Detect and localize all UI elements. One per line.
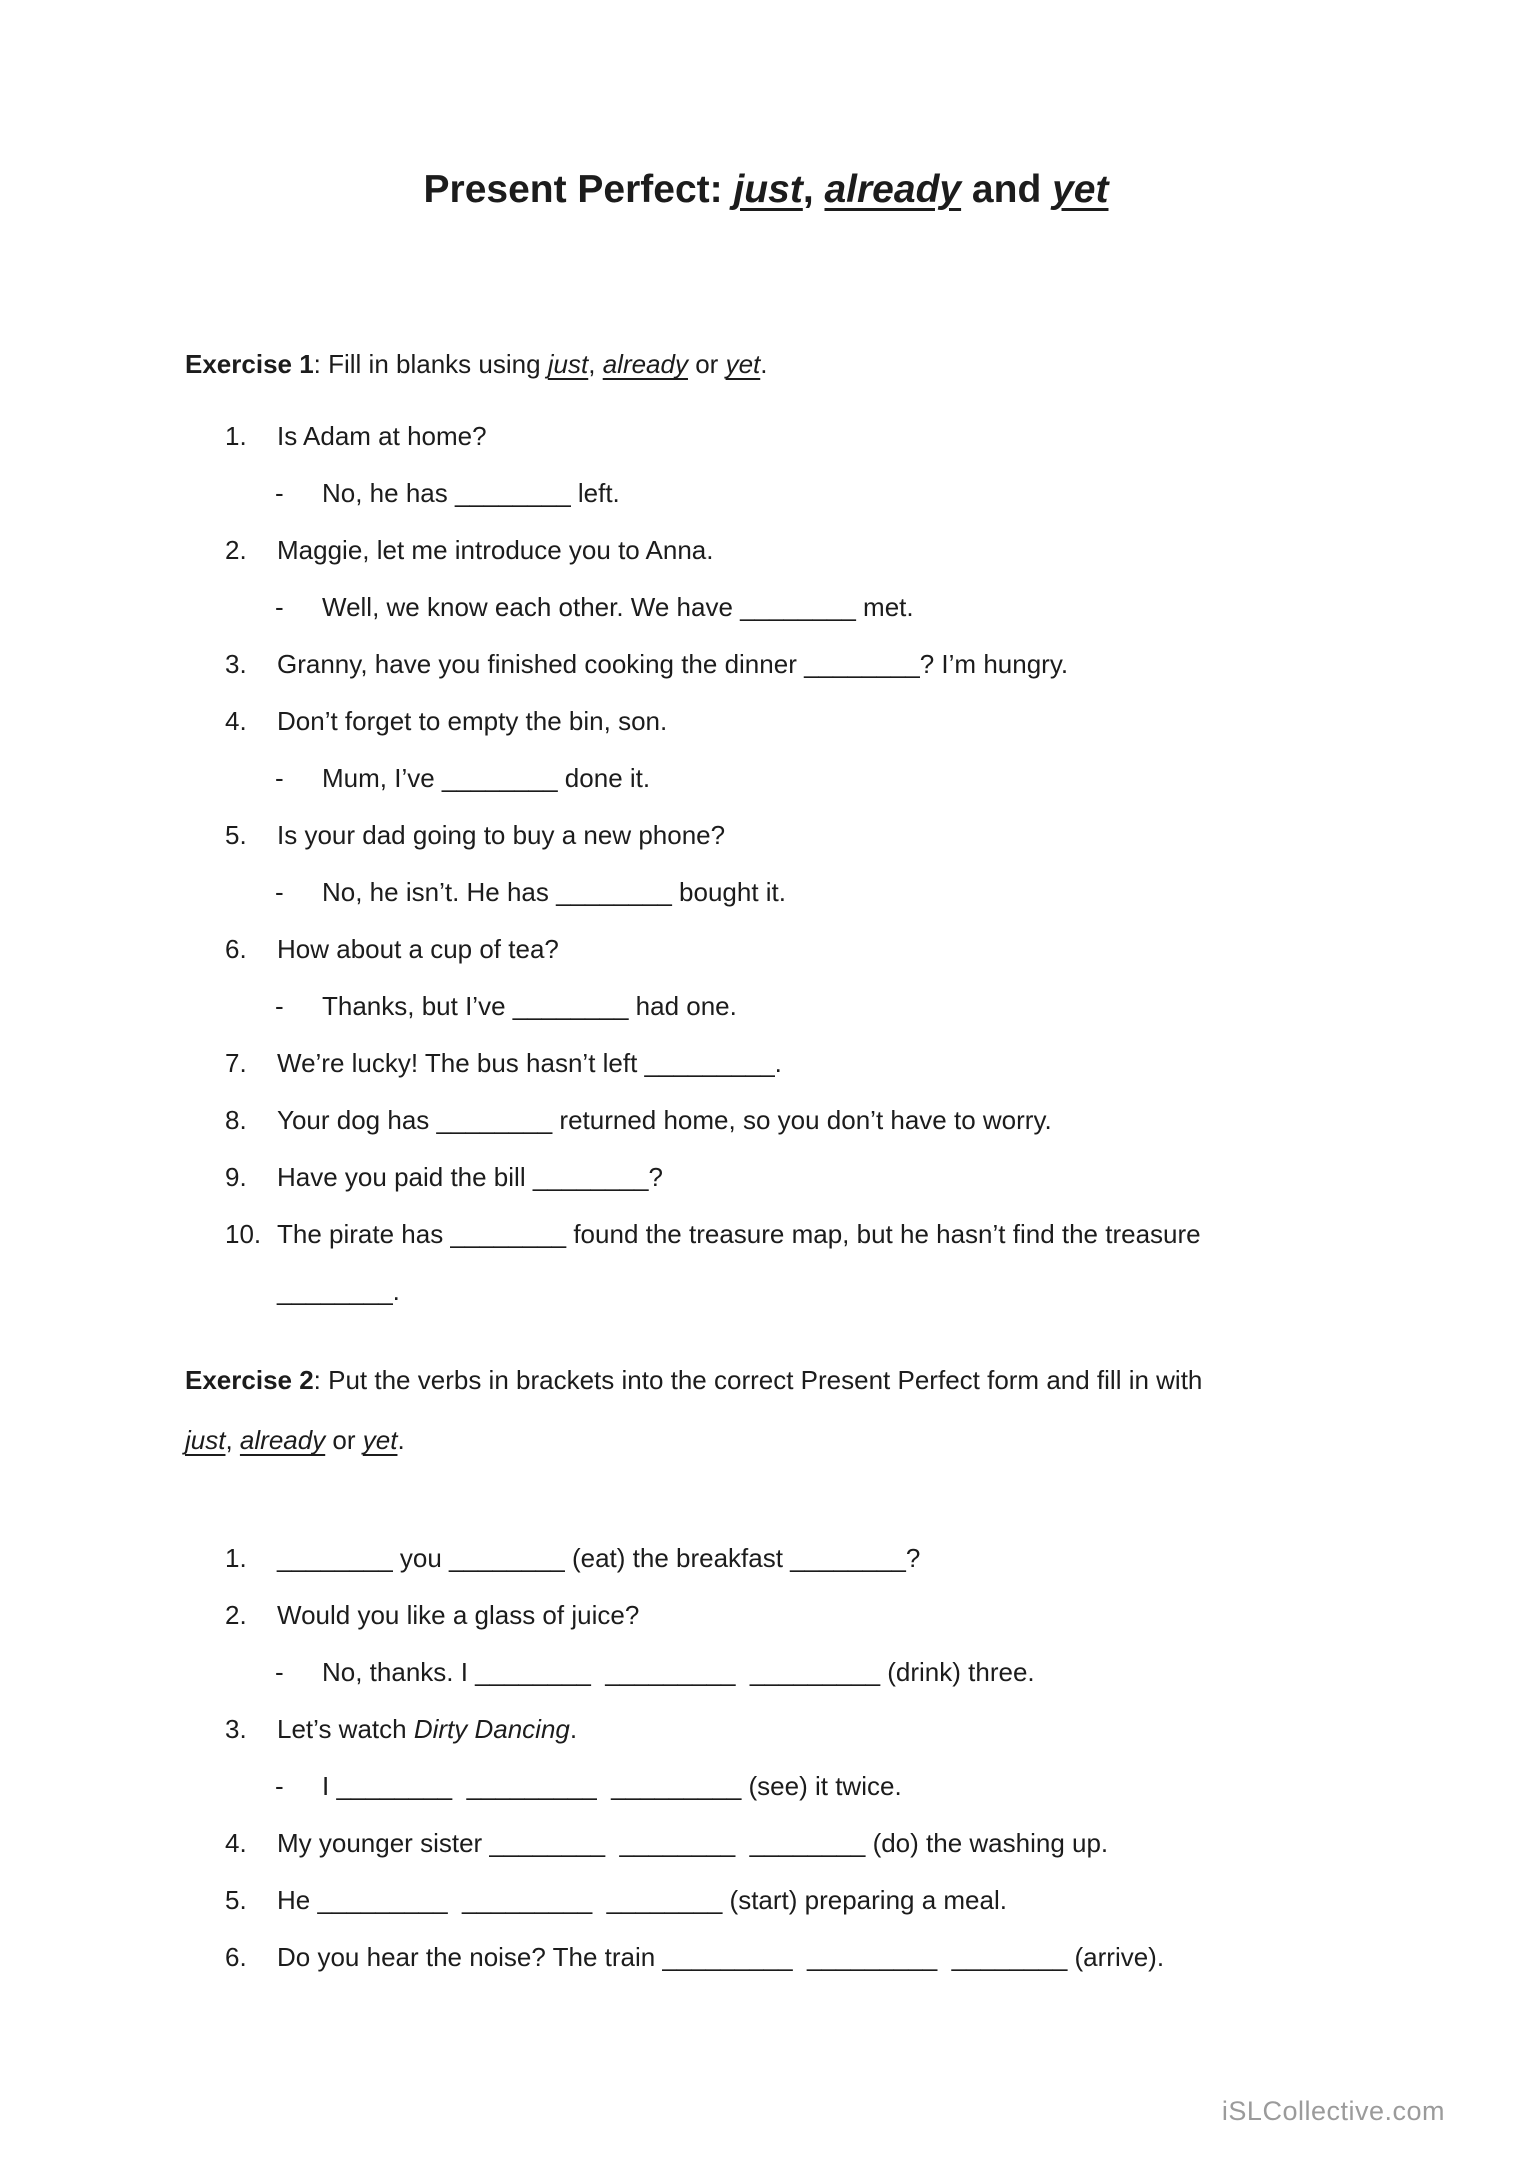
item-text: Maggie, let me introduce you to Anna. xyxy=(277,535,714,565)
dash-bullet: - xyxy=(275,763,284,793)
item-response-row xyxy=(185,750,1442,807)
list-item xyxy=(185,693,1442,807)
exercise2-heading: Exercise 2: Put the verbs in brackets into the correct Present Perfect form and fill in with just, already or yet. xyxy=(185,1365,1203,1455)
item-number: 6. xyxy=(225,1942,247,1972)
islcollective-watermark: iSLCollective.com xyxy=(1221,2096,1445,2126)
item-number: 9. xyxy=(225,1162,247,1192)
item-number: 5. xyxy=(225,820,247,850)
item-number: 1. xyxy=(225,1543,247,1573)
item-question-row xyxy=(185,1701,1442,1758)
item-number: 1. xyxy=(225,421,247,451)
item-number: 2. xyxy=(225,1600,247,1630)
item-response-text: Mum, I’ve ________ done it. xyxy=(322,763,651,793)
item-response-row xyxy=(185,1758,1442,1815)
item-text: Have you paid the bill ________? xyxy=(277,1162,663,1192)
item-question-row xyxy=(185,1530,1442,1587)
item-question-row xyxy=(185,1206,1442,1320)
item-question-row xyxy=(185,408,1442,465)
item-question-row xyxy=(185,1872,1442,1929)
list-item xyxy=(185,408,1442,522)
item-question-row xyxy=(185,1035,1442,1092)
list-item xyxy=(185,1587,1442,1701)
item-question-row xyxy=(185,1149,1442,1206)
item-number: 3. xyxy=(225,1714,247,1744)
item-text: Let’s watch Dirty Dancing. xyxy=(277,1714,578,1744)
dash-bullet: - xyxy=(275,1771,284,1801)
item-question-row xyxy=(185,1092,1442,1149)
list-item xyxy=(185,1701,1442,1815)
list-item xyxy=(185,1929,1442,1986)
item-question-row xyxy=(185,1929,1442,1986)
list-item xyxy=(185,921,1442,1035)
dash-bullet: - xyxy=(275,1657,284,1687)
item-response-text: Well, we know each other. We have ________ met. xyxy=(322,592,914,622)
item-text: How about a cup of tea? xyxy=(277,934,559,964)
item-number: 5. xyxy=(225,1885,247,1915)
list-item xyxy=(185,1149,1442,1206)
item-text: Is Adam at home? xyxy=(277,421,487,451)
list-item xyxy=(185,1872,1442,1929)
item-response-row xyxy=(185,465,1442,522)
item-text: ________ you ________ (eat) the breakfast ________? xyxy=(277,1543,921,1573)
item-response-text: No, thanks. I ________ _________ _________ (drink) three. xyxy=(322,1657,1035,1687)
item-number: 4. xyxy=(225,706,247,736)
item-text: Would you like a glass of juice? xyxy=(277,1600,640,1630)
item-question-row xyxy=(185,693,1442,750)
item-response-text: No, he has ________ left. xyxy=(322,478,620,508)
exercise1-heading: Exercise 1: Fill in blanks using just, already or yet. xyxy=(185,349,768,379)
item-number: 8. xyxy=(225,1105,247,1135)
list-item xyxy=(185,522,1442,636)
item-response-row xyxy=(185,579,1442,636)
item-number: 2. xyxy=(225,535,247,565)
list-item xyxy=(185,1092,1442,1149)
list-item xyxy=(185,1815,1442,1872)
item-text: Do you hear the noise? The train _________ _________ ________ (arrive). xyxy=(277,1942,1165,1972)
item-text: Granny, have you finished cooking the dinner ________? I’m hungry. xyxy=(277,649,1069,679)
item-response-text: I ________ _________ _________ (see) it twice. xyxy=(322,1771,902,1801)
dash-bullet: - xyxy=(275,592,284,622)
item-response-row xyxy=(185,1644,1442,1701)
item-text: The pirate has ________ found the treasure map, but he hasn’t find the treasure ________. xyxy=(277,1219,1201,1306)
item-text: Your dog has ________ returned home, so you don’t have to worry. xyxy=(277,1105,1052,1135)
item-response-text: Thanks, but I’ve ________ had one. xyxy=(322,991,737,1021)
item-text: He _________ _________ ________ (start) preparing a meal. xyxy=(277,1885,1007,1915)
item-text: We’re lucky! The bus hasn’t left _________. xyxy=(277,1048,782,1078)
list-item xyxy=(185,636,1442,693)
item-response-text: No, he isn’t. He has ________ bought it. xyxy=(322,877,786,907)
item-number: 7. xyxy=(225,1048,247,1078)
item-number: 4. xyxy=(225,1828,247,1858)
item-question-row xyxy=(185,921,1442,978)
item-text: Is your dad going to buy a new phone? xyxy=(277,820,726,850)
list-item xyxy=(185,1035,1442,1092)
item-number: 10. xyxy=(225,1219,262,1249)
item-text: My younger sister ________ ________ ________ (do) the washing up. xyxy=(277,1828,1109,1858)
list-item xyxy=(185,1530,1442,1587)
page-title: Present Perfect: just, already and yet xyxy=(423,168,1109,211)
item-response-row xyxy=(185,864,1442,921)
exercise2-list xyxy=(185,1530,1442,1986)
list-item xyxy=(185,807,1442,921)
item-question-row xyxy=(185,1587,1442,1644)
item-question-row xyxy=(185,1815,1442,1872)
dash-bullet: - xyxy=(275,877,284,907)
item-question-row xyxy=(185,522,1442,579)
dash-bullet: - xyxy=(275,991,284,1021)
item-number: 6. xyxy=(225,934,247,964)
item-question-row xyxy=(185,807,1442,864)
item-text: Don’t forget to empty the bin, son. xyxy=(277,706,668,736)
list-item xyxy=(185,1206,1442,1320)
item-number: 3. xyxy=(225,649,247,679)
item-question-row xyxy=(185,636,1442,693)
item-response-row xyxy=(185,978,1442,1035)
exercise1-list xyxy=(185,408,1442,1320)
dash-bullet: - xyxy=(275,478,284,508)
